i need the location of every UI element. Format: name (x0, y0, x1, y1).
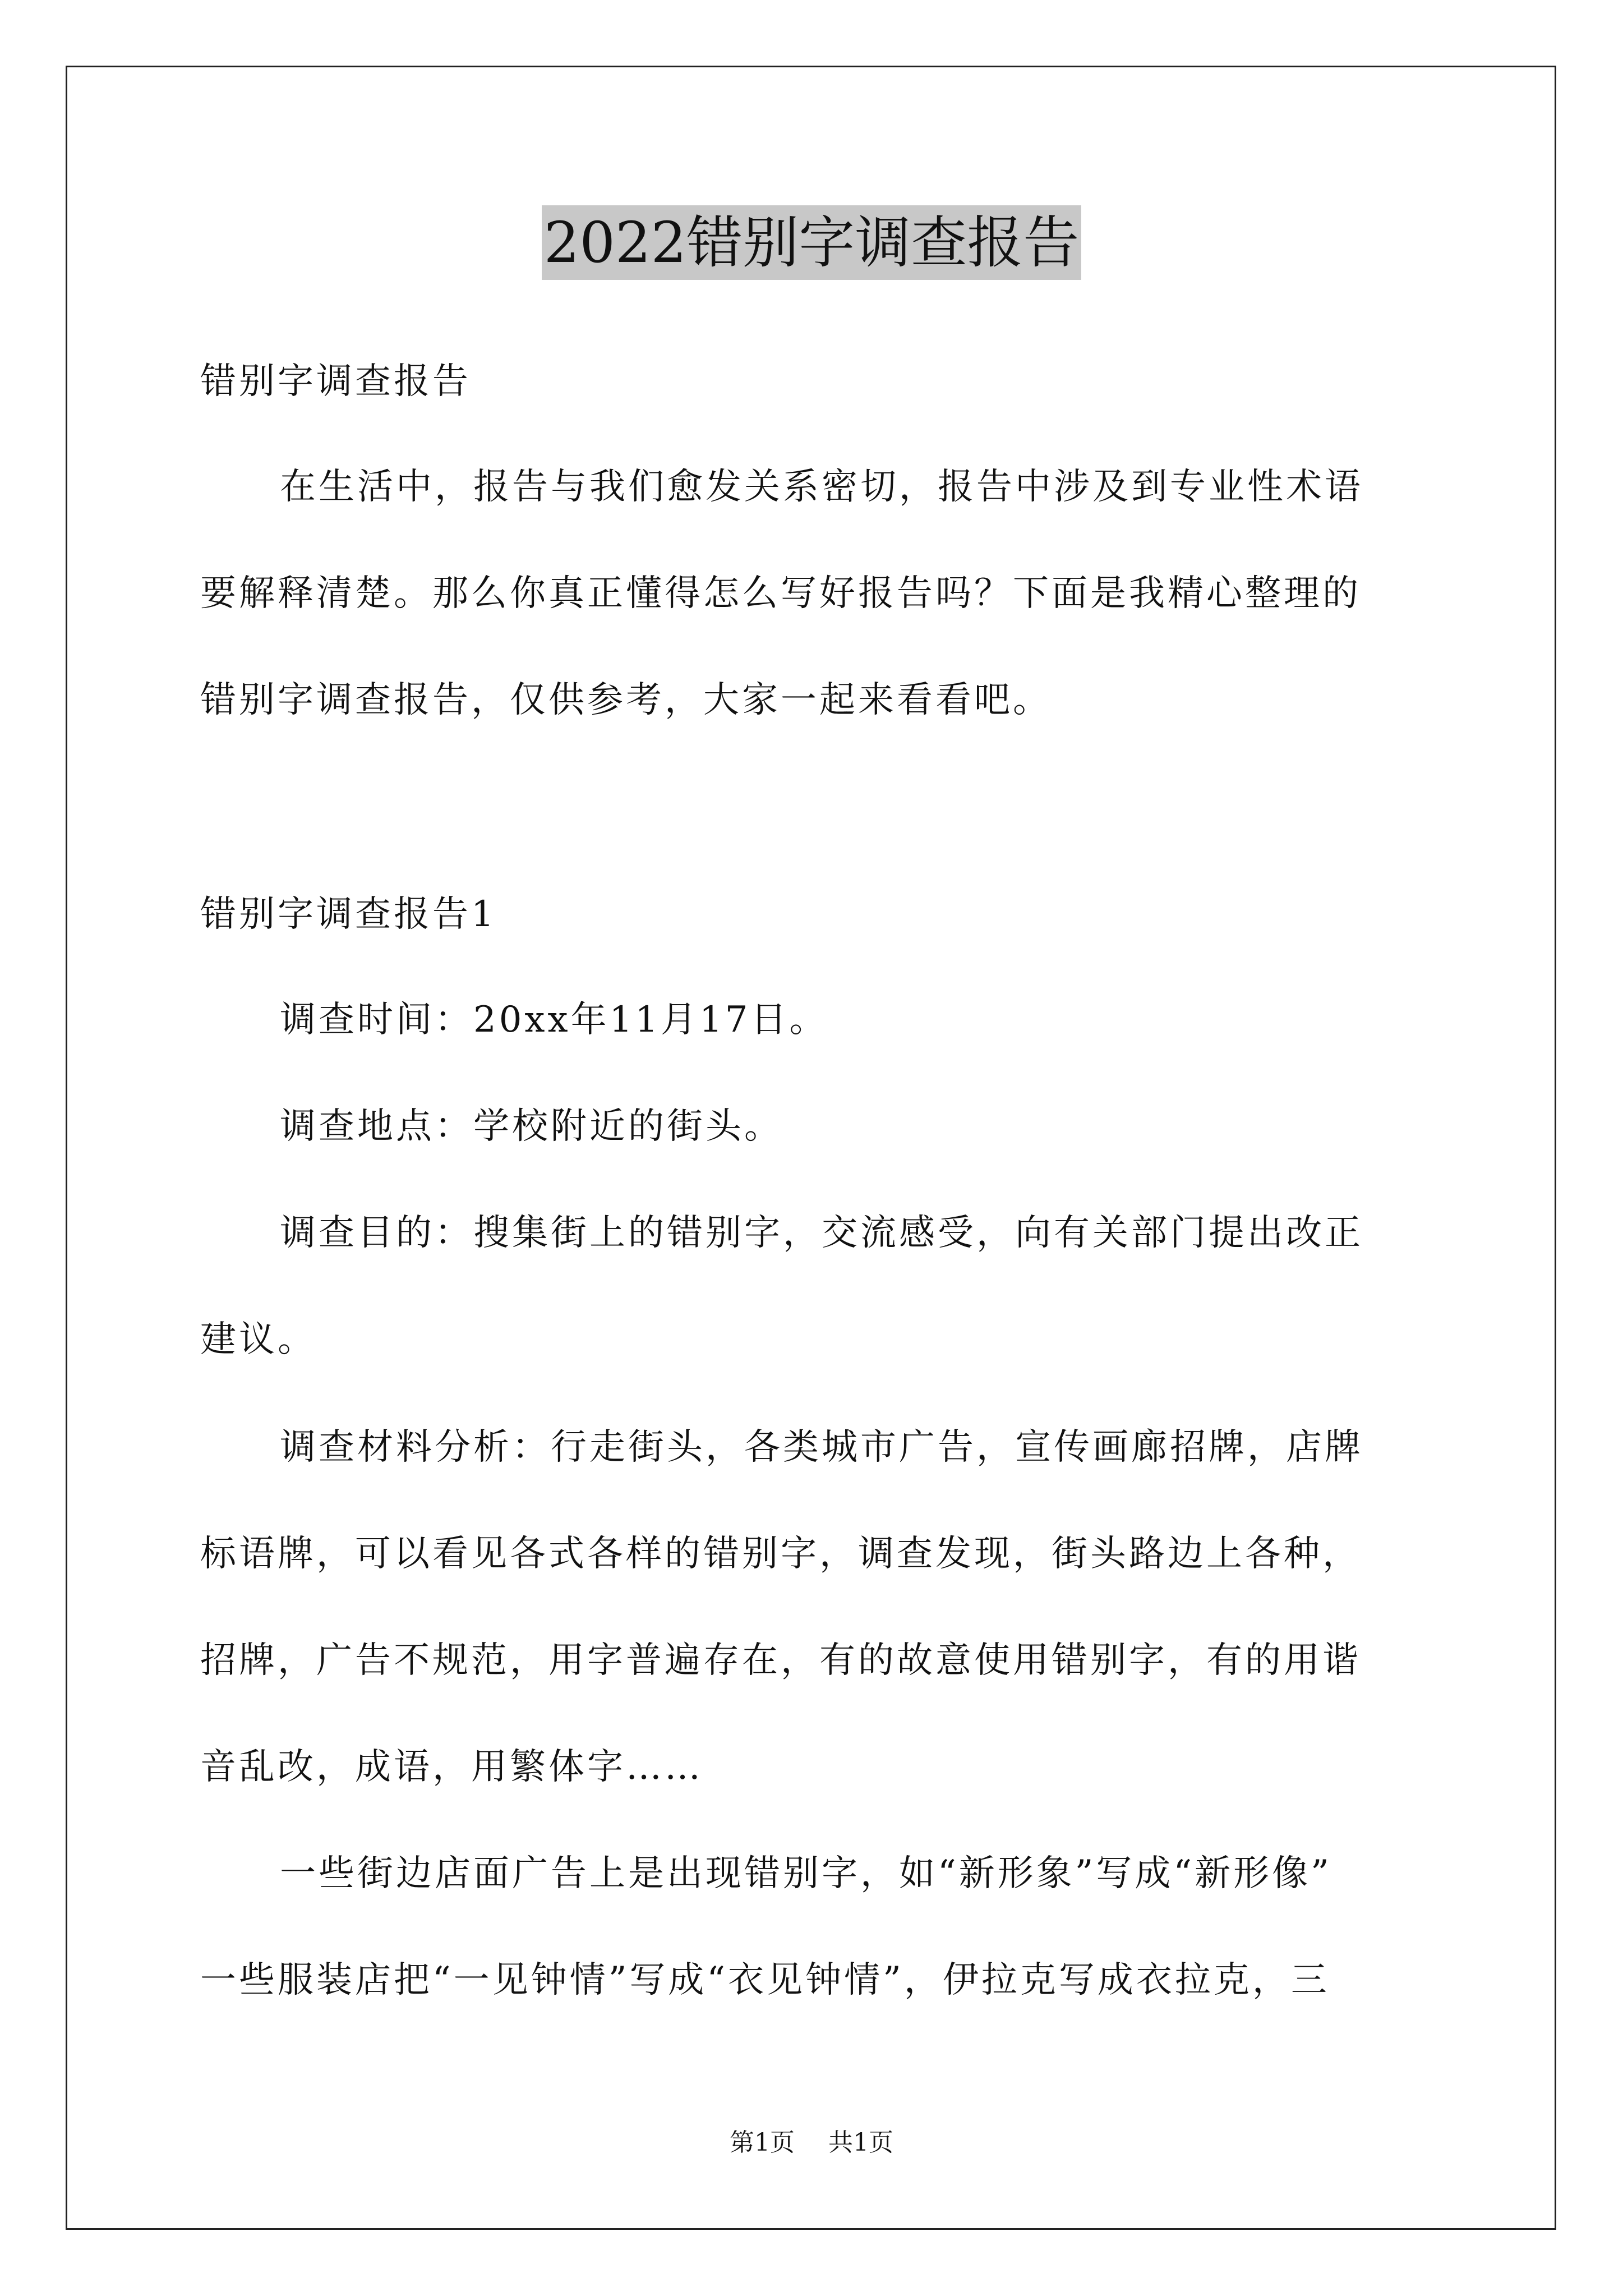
analysis-line-2: 标语牌，可以看见各式各样的错别字，调查发现，街头路边上各种， (200, 1533, 1361, 1575)
intro-line-2: 要解释清楚。那么你真正懂得怎么写好报告吗？下面是我精心整理的 (200, 573, 1361, 614)
section-heading: 错别字调查报告1 (200, 894, 497, 935)
analysis-line-3: 招牌，广告不规范，用字普遍存在，有的故意使用错别字，有的用谐 (200, 1640, 1361, 1681)
intro-line-3: 错别字调查报告，仅供参考，大家一起来看看吧。 (200, 679, 1052, 721)
document-title-text: 2022错别字调查报告 (542, 205, 1082, 280)
survey-purpose-line-1: 调查目的：搜集街上的错别字，交流感受，向有关部门提出改正 (280, 1212, 1363, 1254)
analysis-line-1: 调查材料分析：行走街头，各类城市广告，宣传画廊招牌，店牌 (280, 1427, 1363, 1468)
page-footer (0, 2126, 1623, 2160)
examples-line-1: 一些街边店面广告上是出现错别字，如“新形象”写成“新形像” (280, 1853, 1332, 1894)
examples-line-2: 一些服装店把“一见钟情”写成“衣见钟情”，伊拉克写成衣拉克，三 (200, 1959, 1330, 2001)
page-total: 共1页 (828, 2128, 893, 2157)
analysis-line-4: 音乱改，成语，用繁体字…… (200, 1746, 703, 1788)
document-title (0, 206, 1623, 279)
document-subtitle: 错别字调查报告 (200, 361, 471, 402)
page-number: 第1页 (730, 2128, 795, 2157)
survey-purpose-line-2: 建议。 (200, 1319, 316, 1360)
survey-time: 调查时间：20xx年11月17日。 (280, 999, 828, 1041)
intro-line-1: 在生活中，报告与我们愈发关系密切，报告中涉及到专业性术语 (280, 466, 1363, 508)
survey-place: 调查地点：学校附近的街头。 (280, 1106, 783, 1147)
